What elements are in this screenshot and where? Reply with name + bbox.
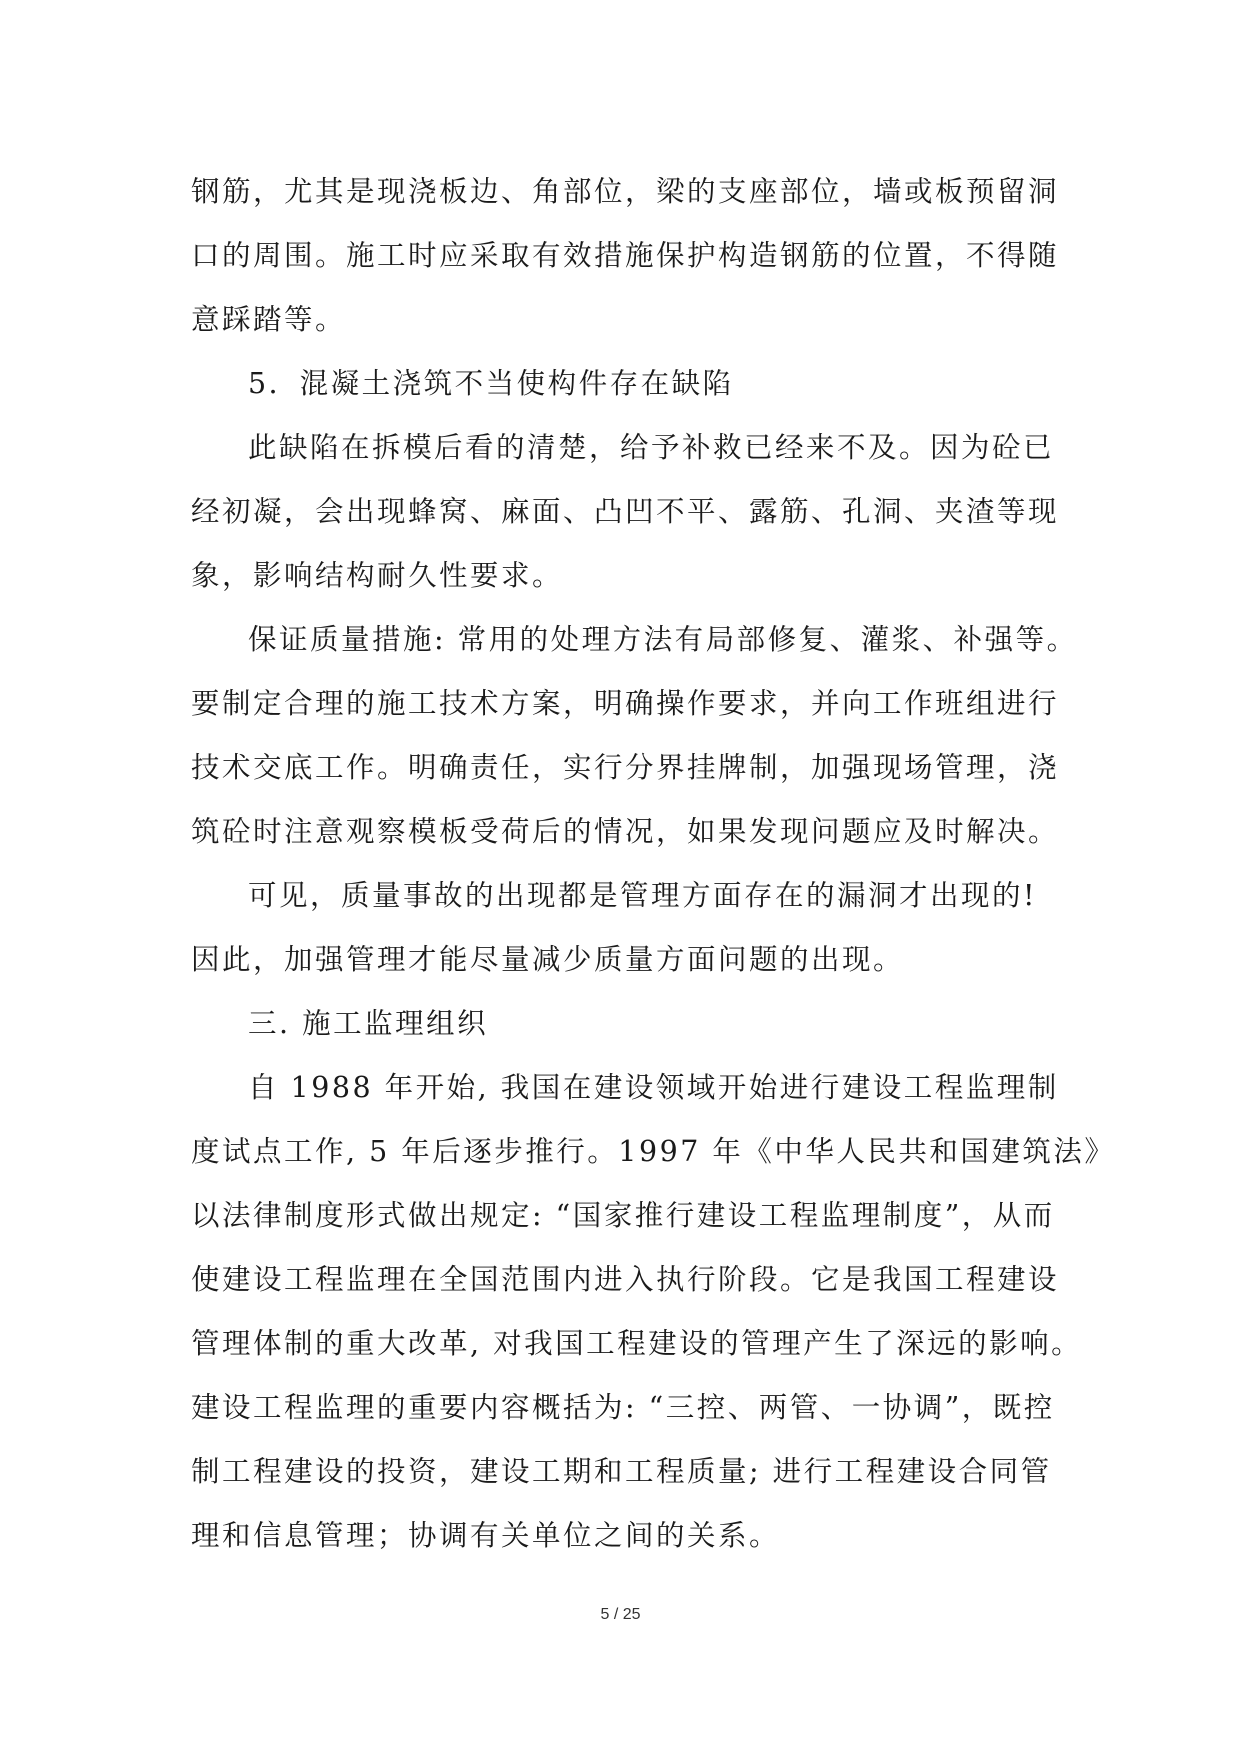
text-line: 建设工程监理的重要内容概括为: “三控、两管、一协调”，既控 <box>191 1391 1055 1424</box>
text-line: 度试点工作, 5 年后逐步推行。1997 年《中华人民共和国建筑法》 <box>191 1135 1116 1168</box>
text-line: 钢筋，尤其是现浇板边、角部位，梁的支座部位，墙或板预留洞 <box>191 175 1060 208</box>
text-line: 象，影响结构耐久性要求。 <box>191 559 564 592</box>
section-heading: 5．混凝土浇筑不当使构件存在缺陷 <box>248 367 734 400</box>
text-line: 技术交底工作。明确责任，实行分界挂牌制，加强现场管理，浇 <box>191 751 1060 784</box>
text-line: 要制定合理的施工技术方案，明确操作要求，并向工作班组进行 <box>191 687 1060 720</box>
text-line: 保证质量措施: 常用的处理方法有局部修复、灌浆、补强等。 <box>248 623 1078 656</box>
text-line: 理和信息管理；协调有关单位之间的关系。 <box>191 1519 781 1552</box>
text-line: 可见，质量事故的出现都是管理方面存在的漏洞才出现的! <box>248 879 1037 912</box>
page-number: 5 / 25 <box>600 1606 641 1623</box>
text-line: 因此，加强管理才能尽量减少质量方面问题的出现。 <box>191 943 905 976</box>
body-text <box>191 160 1116 1568</box>
text-line: 制工程建设的投资，建设工期和工程质量; 进行工程建设合同管 <box>191 1455 1052 1488</box>
text-line: 以法律制度形式做出规定: “国家推行建设工程监理制度”，从而 <box>191 1199 1055 1232</box>
text-line: 经初凝，会出现蜂窝、麻面、凸凹不平、露筋、孔洞、夹渣等现 <box>191 495 1060 528</box>
text-line: 口的周围。施工时应采取有效措施保护构造钢筋的位置，不得随 <box>191 239 1060 272</box>
text-line: 筑砼时注意观察模板受荷后的情况，如果发现问题应及时解决。 <box>191 815 1060 848</box>
text-line: 此缺陷在拆模后看的清楚，给予补救已经来不及。因为砼已 <box>248 431 1055 464</box>
text-line: 意踩踏等。 <box>191 303 347 336</box>
section-heading: 三. 施工监理组织 <box>248 1007 489 1040</box>
text-line: 使建设工程监理在全国范围内进入执行阶段。它是我国工程建设 <box>191 1263 1060 1296</box>
text-line: 自 1988 年开始, 我国在建设领域开始进行建设工程监理制 <box>248 1071 1059 1104</box>
text-line: 管理体制的重大改革, 对我国工程建设的管理产生了深远的影响。 <box>191 1327 1083 1360</box>
